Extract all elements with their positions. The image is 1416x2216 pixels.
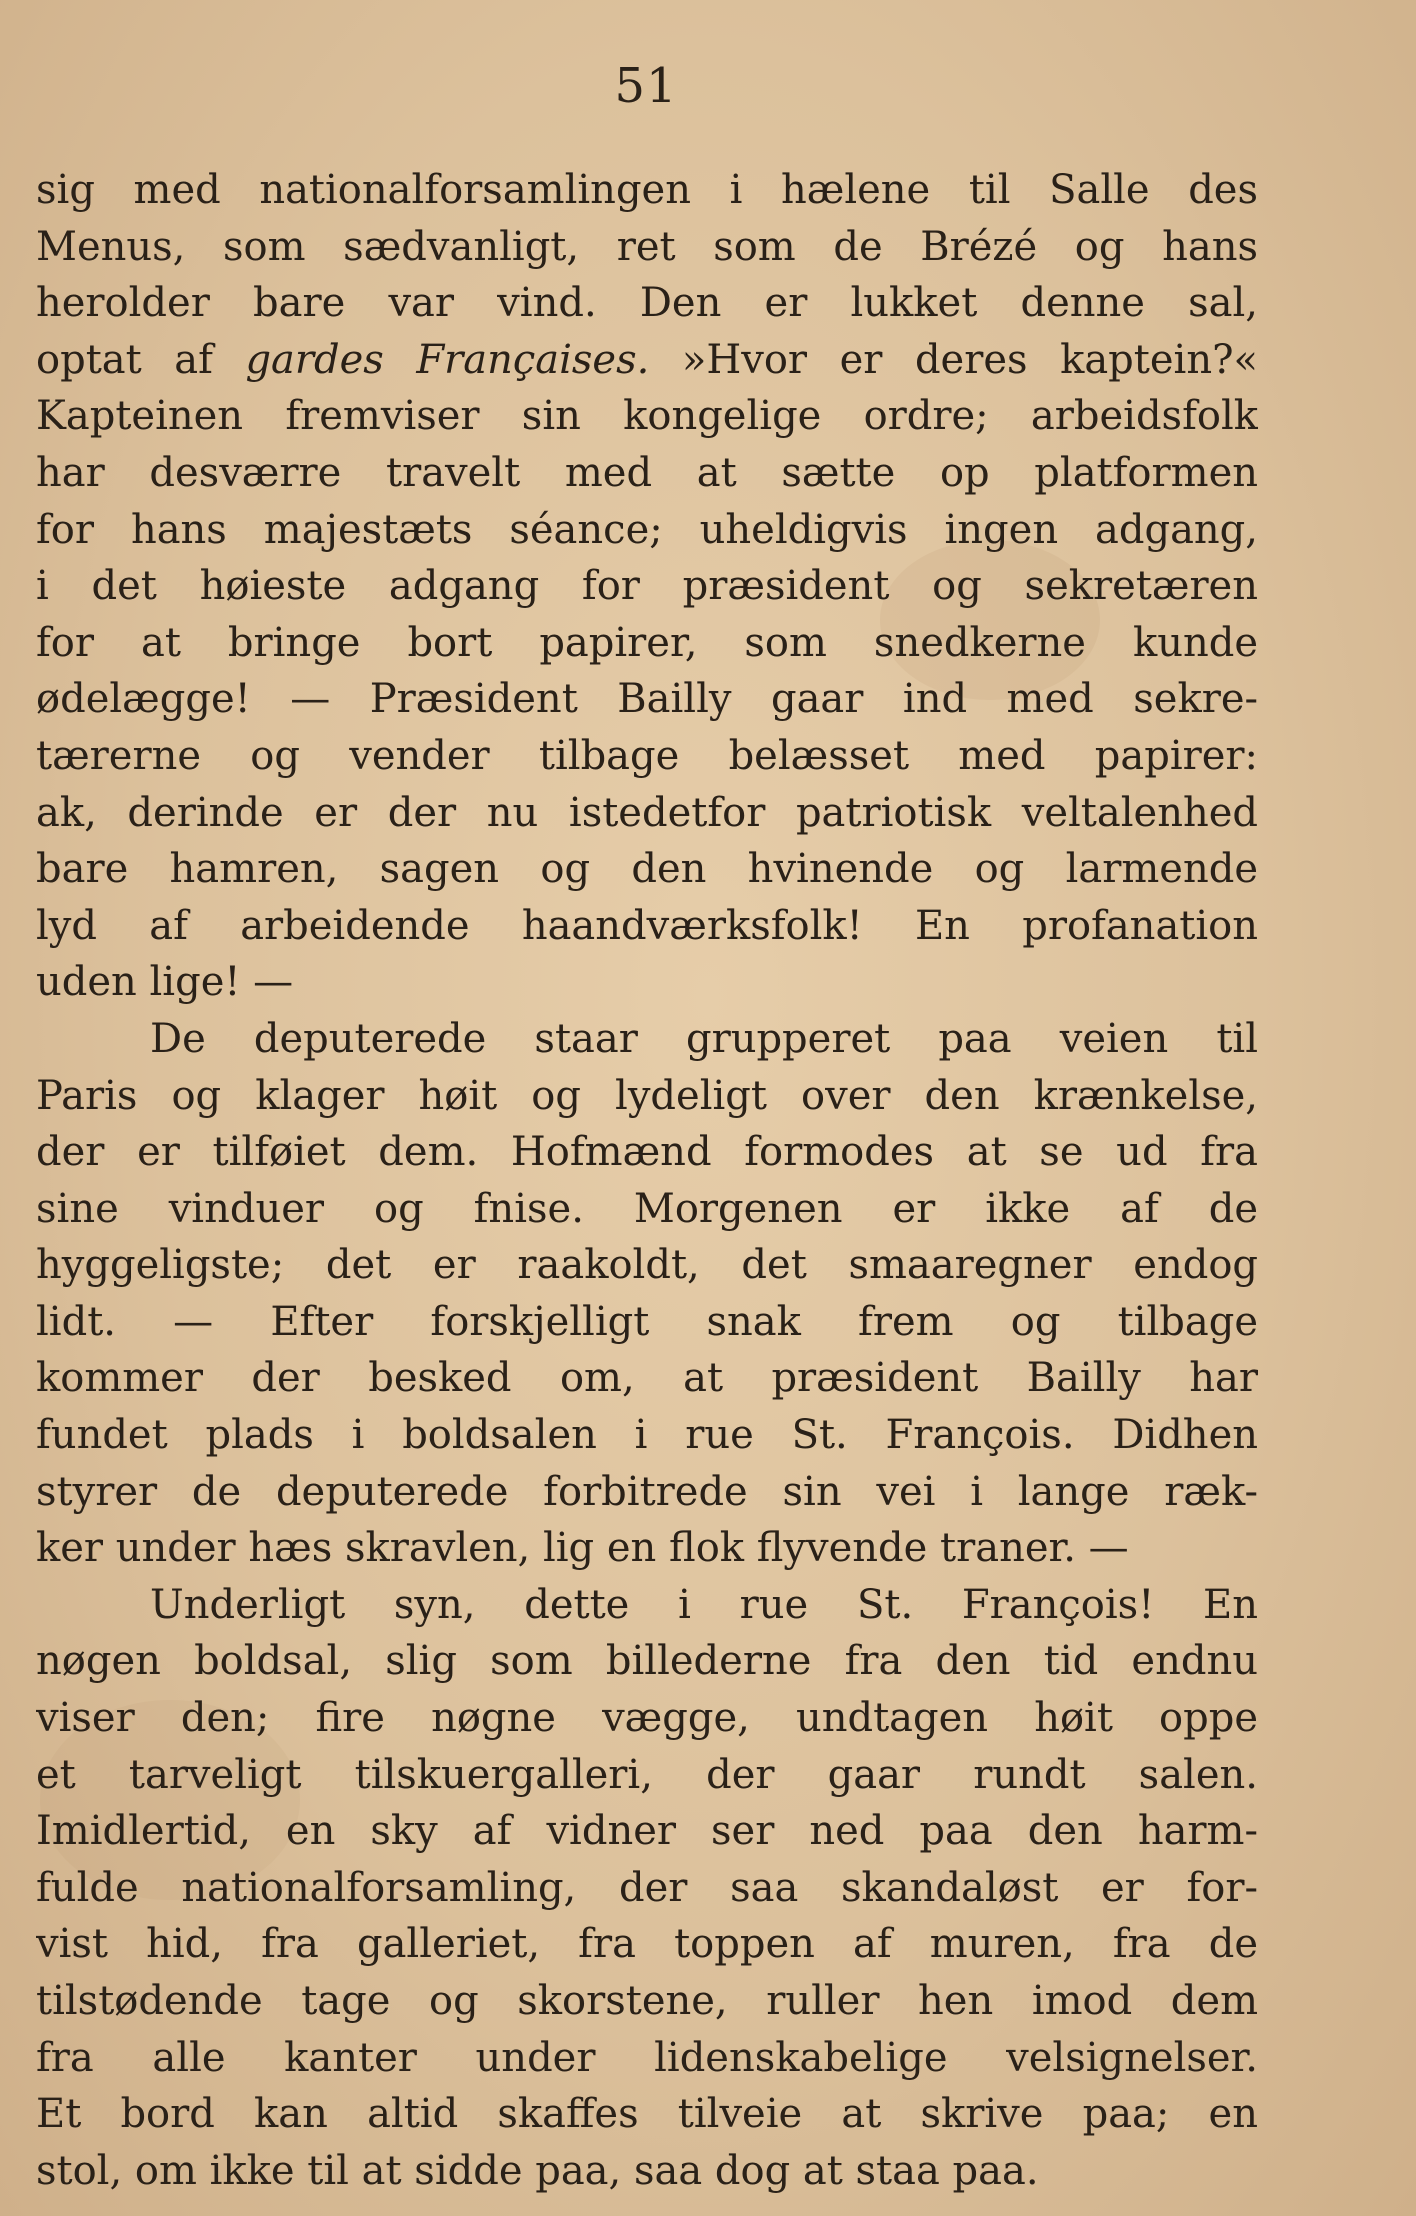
text-line	[36, 1294, 1258, 1351]
text-run: lidt. — Efter forskjelligt snak frem og tilbage	[36, 1298, 1258, 1345]
text-line	[36, 1520, 1258, 1577]
text-run: vist hid, fra galleriet, fra toppen af muren, fra de	[36, 1921, 1258, 1968]
text-run: Underligt syn, dette i rue St. François! En	[150, 1581, 1258, 1628]
text-run: der er tilføiet dem. Hofmænd formodes at se ud fra	[36, 1129, 1258, 1176]
text-line	[36, 898, 1258, 955]
text-line	[36, 558, 1258, 615]
text-run: bare hamren, sagen og den hvinende og larmende	[36, 846, 1258, 893]
text-line	[36, 2030, 1258, 2087]
text-line	[36, 1973, 1258, 2030]
text-run: Et bord kan altid skaffes tilveie at skrive paa; en	[36, 2091, 1258, 2138]
text-run: tilstødende tage og skorstene, ruller hen imod dem	[36, 1978, 1258, 2024]
text-line	[36, 1577, 1258, 1634]
text-line	[36, 954, 1258, 1011]
text-run: kommer der besked om, at præsident Bailly har	[36, 1355, 1258, 1402]
text-run: hyggeligste; det er raakoldt, det smaaregner endog	[36, 1242, 1258, 1289]
text-line	[36, 841, 1258, 898]
text-run: har desværre travelt med at sætte op platformen	[36, 449, 1258, 496]
text-run: ak, derinde er der nu istedetfor patriotisk veltalenhed	[36, 789, 1258, 836]
text-run: nøgen boldsal, slig som billederne fra den tid endnu	[36, 1638, 1258, 1685]
text-line	[36, 1124, 1258, 1181]
text-line	[36, 1690, 1258, 1747]
text-line	[36, 502, 1258, 559]
text-line	[36, 671, 1258, 728]
text-line	[36, 1916, 1258, 1973]
text-run: uden lige! —	[36, 959, 294, 1006]
text-line	[36, 1181, 1258, 1238]
text-run: ker under hæs skravlen, lig en flok flyvende traner. —	[36, 1525, 1129, 1572]
text-line	[36, 1407, 1258, 1464]
text-run: i det høieste adgang for præsident og sekretæren	[36, 563, 1258, 610]
text-run: fulde nationalforsamling, der saa skandaløst er for-	[36, 1864, 1258, 1911]
page-number: 51	[614, 58, 678, 114]
text-line	[36, 275, 1258, 332]
text-line	[36, 1237, 1258, 1294]
text-run: stol, om ikke til at sidde paa, saa dog at staa paa.	[36, 2147, 1039, 2194]
text-line	[36, 728, 1258, 785]
text-run: for hans majestæts séance; uheldigvis ingen adgang,	[36, 506, 1258, 553]
text-run: tærerne og vender tilbage belæsset med papirer:	[36, 732, 1258, 779]
text-run: »Hvor er deres kaptein?«	[649, 336, 1258, 383]
text-line	[36, 1747, 1258, 1804]
text-line	[36, 1068, 1258, 1125]
text-run: lyd af arbeidende haandværksfolk! En profanation	[36, 902, 1258, 949]
text-line	[36, 162, 1258, 219]
text-line	[36, 615, 1258, 672]
text-line	[36, 1803, 1258, 1860]
text-line	[36, 1011, 1258, 1068]
italic-phrase: gardes Françaises.	[245, 336, 650, 383]
text-run: sig med nationalforsamlingen i hælene til Salle des	[36, 167, 1258, 213]
text-run: optat af	[36, 336, 246, 383]
text-run: et tarveligt tilskuergalleri, der gaar rundt salen.	[36, 1751, 1258, 1798]
text-line	[36, 332, 1258, 389]
text-line	[36, 1350, 1258, 1407]
text-run: sine vinduer og fnise. Morgenen er ikke af de	[36, 1185, 1258, 1232]
text-line	[36, 1860, 1258, 1917]
text-line	[36, 785, 1258, 842]
text-line	[36, 2086, 1258, 2143]
text-line	[36, 388, 1258, 445]
text-run: Menus, som sædvanligt, ret som de Brézé og hans	[36, 223, 1258, 270]
text-run: fra alle kanter under lidenskabelige velsignelser.	[36, 2034, 1258, 2081]
text-line	[36, 1464, 1258, 1521]
body-text	[36, 162, 1258, 2199]
text-line	[36, 219, 1258, 276]
text-run: viser den; fire nøgne vægge, undtagen høit oppe	[36, 1695, 1258, 1742]
text-run: ødelægge! — Præsident Bailly gaar ind med sekre-	[36, 676, 1258, 723]
text-run: styrer de deputerede forbitrede sin vei i lange ræk-	[36, 1468, 1258, 1515]
text-run: herolder bare var vind. Den er lukket denne sal,	[36, 280, 1258, 327]
text-run: Imidlertid, en sky af vidner ser ned paa den harm-	[36, 1808, 1258, 1855]
text-line	[36, 445, 1258, 502]
text-line	[36, 1633, 1258, 1690]
text-line	[36, 2143, 1258, 2200]
text-run: De deputerede staar grupperet paa veien til	[150, 1015, 1258, 1062]
text-run: Paris og klager høit og lydeligt over den krænkelse,	[36, 1072, 1258, 1119]
text-run: Kapteinen fremviser sin kongelige ordre; arbeidsfolk	[36, 393, 1258, 440]
text-run: fundet plads i boldsalen i rue St. François. Didhen	[36, 1412, 1258, 1459]
text-run: for at bringe bort papirer, som snedkerne kunde	[36, 619, 1258, 666]
